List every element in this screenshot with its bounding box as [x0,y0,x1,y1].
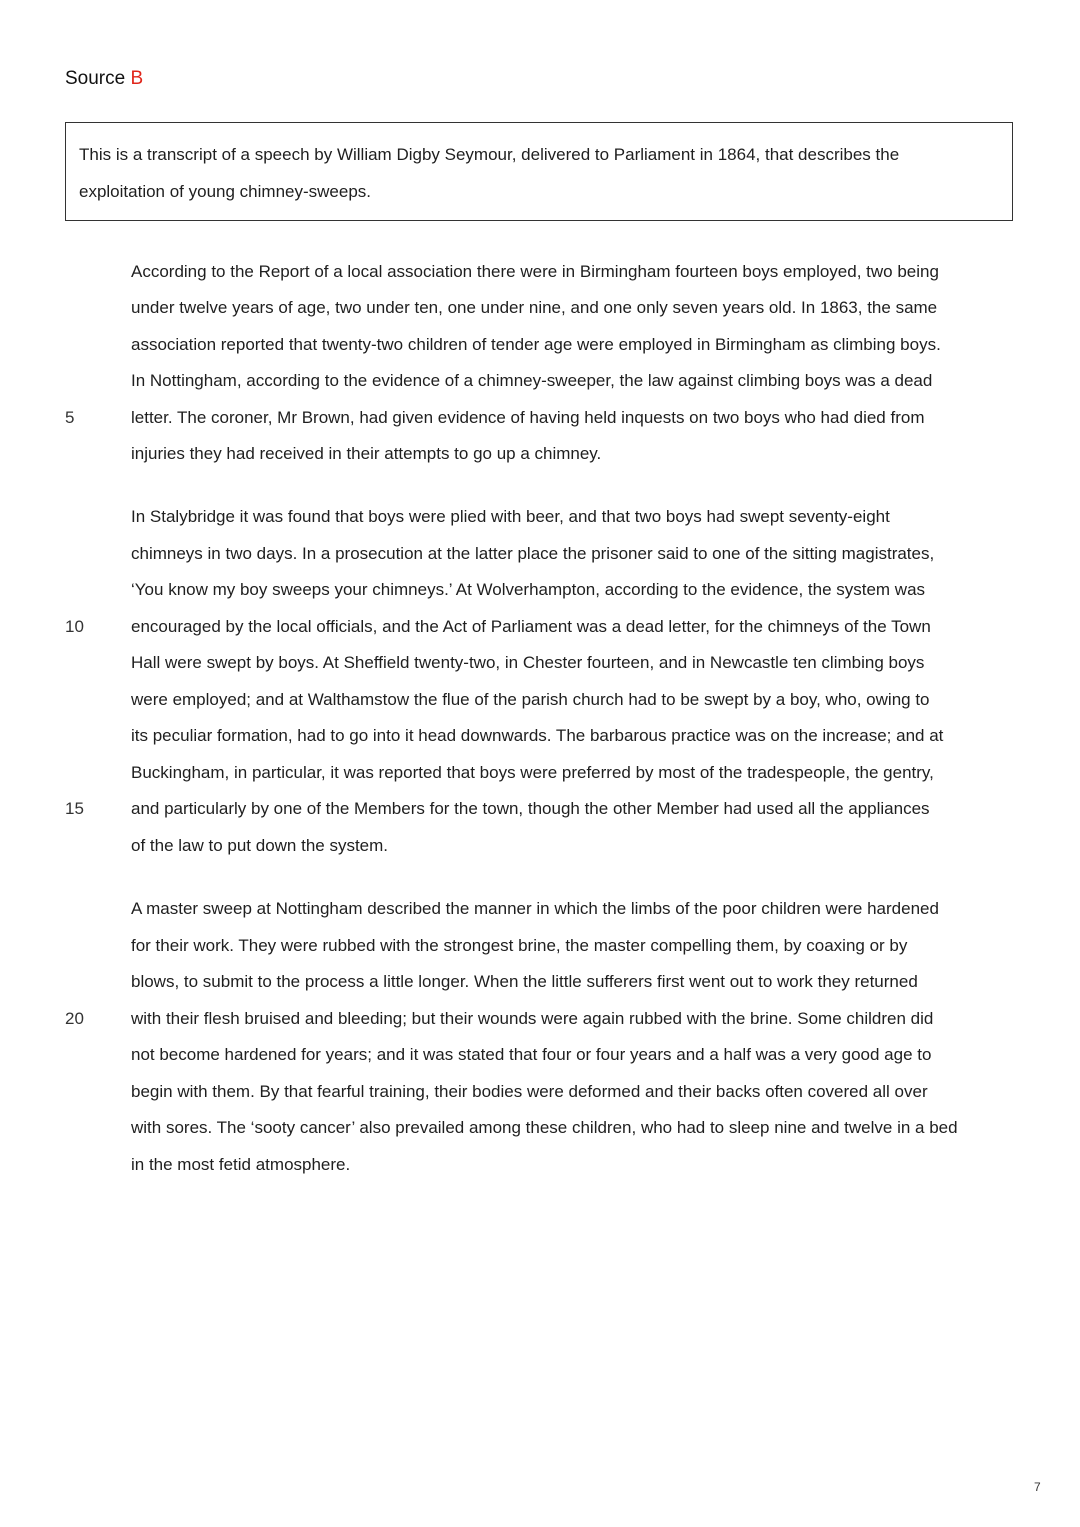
text-line: begin with them. By that fearful training, their bodies were deformed and their backs often covered all over [131,1082,928,1101]
source-intro-box [65,122,1013,221]
source-heading [65,66,143,92]
text-line: ‘You know my boy sweeps your chimneys.’ At Wolverhampton, according to the evidence, the system was [131,580,926,599]
text-line: Hall were swept by boys. At Sheffield twenty-two, in Chester fourteen, and in Newcastle ten climbing boys [131,653,925,672]
text-line: encouraged by the local officials, and the Act of Parliament was a dead letter, for the chimneys of the Town [131,617,931,636]
text-line: injuries they had received in their attempts to go up a chimney. [131,444,602,463]
text-line: of the law to put down the system. [131,836,389,855]
text-line: A master sweep at Nottingham described the manner in which the limbs of the poor children were hardened [131,899,939,918]
text-line: with sores. The ‘sooty cancer’ also prevailed among these children, who had to sleep nine and twelve in a bed [131,1118,958,1137]
text-line: with their flesh bruised and bleeding; but their wounds were again rubbed with the brine. Some children did [131,1009,934,1028]
text-line: According to the Report of a local association there were in Birmingham fourteen boys employed, two being [131,262,939,281]
text-line: not become hardened for years; and it was stated that four or four years and a half was a very good age to [131,1045,932,1064]
intro-line: exploitation of young chimney-sweeps. [79,181,371,201]
text-line: In Nottingham, according to the evidence of a chimney-sweeper, the law against climbing boys was a dead [131,371,933,390]
text-line: in the most fetid atmosphere. [131,1155,351,1174]
text-line: letter. The coroner, Mr Brown, had given evidence of having held inquests on two boys who had died from [131,408,925,427]
text-line: blows, to submit to the process a little longer. When the little sufferers first went out to work they returned [131,972,918,991]
line-number: 20 [65,1009,84,1028]
text-line: were employed; and at Walthamstow the flue of the parish church had to be swept by a boy, who, owing to [131,690,930,709]
text-line: association reported that twenty-two children of tender age were employed in Birmingham as climbing boys. [131,335,941,354]
text-line: and particularly by one of the Members for the town, though the other Member had used all the appliances [131,799,930,818]
text-line: In Stalybridge it was found that boys were plied with beer, and that two boys had swept seventy-eight [131,507,890,526]
text-line: its peculiar formation, had to go into it head downwards. The barbarous practice was on the increase; and at [131,726,944,745]
line-number: 5 [65,408,75,427]
text-line: under twelve years of age, two under ten, one under nine, and one only seven years old. In 1863, the same [131,298,938,317]
page-number: 7 [1034,1480,1041,1494]
line-number: 15 [65,799,84,818]
source-letter: B [130,68,144,89]
text-line: chimneys in two days. In a prosecution at the latter place the prisoner said to one of the sitting magistrates, [131,544,935,563]
line-number: 10 [65,617,84,636]
source-label: Source [65,68,126,89]
text-line: Buckingham, in particular, it was reported that boys were preferred by most of the tradespeople, the gentry, [131,763,934,782]
intro-line: This is a transcript of a speech by William Digby Seymour, delivered to Parliament in 1864, that describes the [79,145,900,164]
text-line: for their work. They were rubbed with the strongest brine, the master compelling them, by coaxing or by [131,936,908,955]
